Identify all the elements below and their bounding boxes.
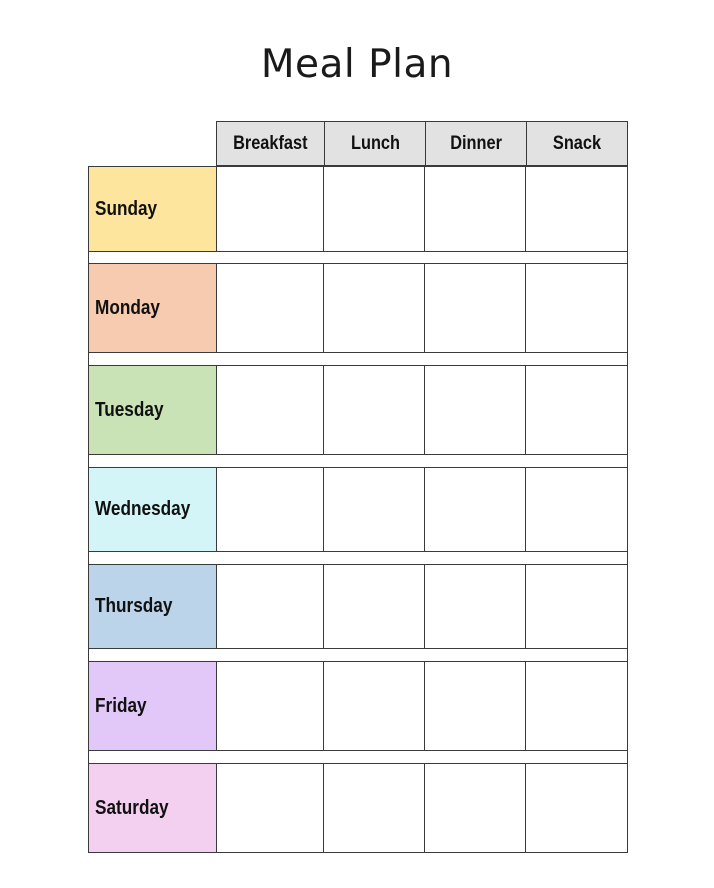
- day-row-thursday: [88, 564, 628, 649]
- meal-cell-tuesday-breakfast[interactable]: [217, 366, 325, 454]
- day-label-friday: [89, 662, 217, 750]
- meal-cell-monday-lunch[interactable]: [324, 264, 425, 352]
- meal-cell-friday-lunch[interactable]: [324, 662, 425, 750]
- header-snack-label: Snack: [553, 132, 602, 154]
- meal-cell-monday-breakfast[interactable]: [217, 264, 325, 352]
- day-label-text: Sunday: [95, 197, 158, 220]
- header-lunch-label: Lunch: [350, 132, 400, 154]
- meal-cell-sunday-snack[interactable]: [526, 167, 627, 251]
- meal-cell-monday-dinner[interactable]: [425, 264, 527, 352]
- meal-cell-saturday-dinner[interactable]: [425, 764, 527, 852]
- day-label-wednesday: [89, 468, 217, 551]
- day-row-sunday: [88, 166, 628, 252]
- day-label-text: Friday: [95, 694, 147, 717]
- day-label-monday: [89, 264, 217, 352]
- day-label-text: Saturday: [95, 796, 169, 819]
- meal-cell-saturday-lunch[interactable]: [324, 764, 425, 852]
- day-label-tuesday: [89, 366, 217, 454]
- day-label-text: Tuesday: [95, 398, 164, 421]
- meal-cell-wednesday-dinner[interactable]: [425, 468, 527, 551]
- header-dinner: [425, 122, 527, 165]
- day-label-text: Wednesday: [95, 498, 191, 520]
- meal-cell-thursday-breakfast[interactable]: [217, 565, 325, 648]
- day-row-tuesday: [88, 365, 628, 455]
- meal-cell-tuesday-lunch[interactable]: [324, 366, 425, 454]
- meal-cell-sunday-dinner[interactable]: [425, 167, 527, 251]
- meal-cell-tuesday-dinner[interactable]: [425, 366, 527, 454]
- meal-cell-friday-dinner[interactable]: [425, 662, 527, 750]
- meal-cell-thursday-snack[interactable]: [526, 565, 627, 648]
- page-title: Meal Plan: [260, 42, 454, 87]
- meal-cell-wednesday-snack[interactable]: [526, 468, 627, 551]
- meal-cell-friday-snack[interactable]: [526, 662, 627, 750]
- day-row-monday: [88, 263, 628, 353]
- meal-cell-friday-breakfast[interactable]: [217, 662, 325, 750]
- day-label-saturday: [89, 764, 217, 852]
- header-lunch: [324, 122, 425, 165]
- day-row-saturday: [88, 763, 628, 853]
- day-row-friday: [88, 661, 628, 751]
- header-breakfast-label: Breakfast: [233, 132, 308, 154]
- header-dinner-label: Dinner: [450, 132, 503, 154]
- meal-cell-sunday-lunch[interactable]: [324, 167, 425, 251]
- meal-cell-wednesday-breakfast[interactable]: [217, 468, 325, 551]
- meal-cell-saturday-breakfast[interactable]: [217, 764, 325, 852]
- header-breakfast: [217, 122, 324, 165]
- meal-cell-monday-snack[interactable]: [526, 264, 627, 352]
- meal-cell-thursday-dinner[interactable]: [425, 565, 527, 648]
- day-label-sunday: [89, 167, 217, 251]
- meal-cell-wednesday-lunch[interactable]: [324, 468, 425, 551]
- day-label-text: Monday: [95, 296, 160, 319]
- meal-cell-saturday-snack[interactable]: [526, 764, 627, 852]
- day-label-text: Thursday: [95, 595, 173, 617]
- meal-cell-thursday-lunch[interactable]: [324, 565, 425, 648]
- meal-header-row: [216, 121, 628, 166]
- day-label-thursday: [89, 565, 217, 648]
- header-snack: [526, 122, 627, 165]
- day-row-wednesday: [88, 467, 628, 552]
- meal-cell-sunday-breakfast[interactable]: [217, 167, 325, 251]
- meal-cell-tuesday-snack[interactable]: [526, 366, 627, 454]
